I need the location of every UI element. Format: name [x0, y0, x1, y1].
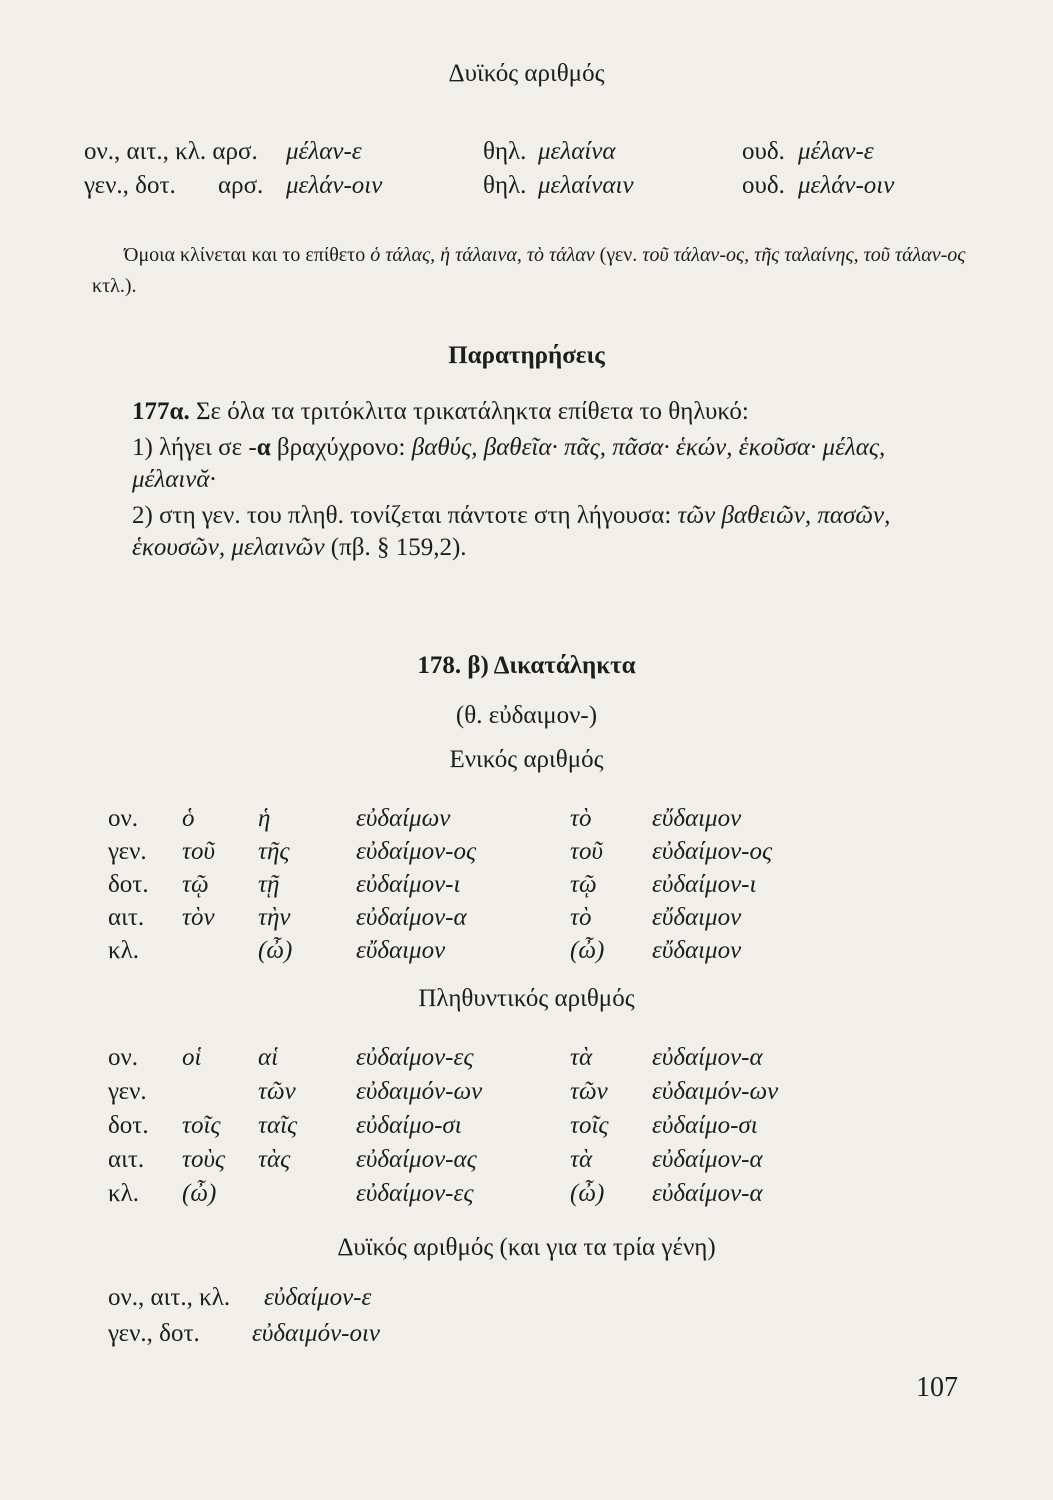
observation-177a: 177α. Σε όλα τα τριτόκλιτα τρικατάληκτα επίθετα το θηλυκό: 1) λήγει σε -α βραχύχρονο: βαθύς, βαθεῖα· πᾶς, πᾶσα· ἑκών, ἑκοῦσα· μέλας, μέλαινᾰ· 2) στη γεν. του πληθ. τονίζεται πάντοτε στη λήγουσα: τῶν βαθειῶν, πασῶν, ἑκουσῶν, μελαινῶν (πβ. § 159,2).: [132, 398, 891, 561]
plural-row: [0, 1078, 1053, 1114]
article-neut: τοῦ: [570, 838, 603, 865]
neut-form: εὐδαίμον-α: [652, 1180, 763, 1207]
masc-fem-form: εὐδαίμον-ος: [356, 838, 477, 865]
masc-fem-form: εὐδαίμον-ες: [356, 1180, 474, 1207]
neut-form: εὐδαίμον-α: [652, 1146, 763, 1173]
case-label: ον.: [108, 805, 139, 832]
observations-heading: Παρατηρήσεις: [448, 342, 605, 369]
plural-row: [0, 1146, 1053, 1182]
masc-form: μέλαν-ε: [286, 138, 362, 165]
case-label: δοτ.: [108, 1112, 149, 1139]
singular-row: [0, 937, 1053, 973]
article-masc: τοῖς: [182, 1112, 221, 1139]
article-masc: τοῦ: [182, 838, 215, 865]
neut-label: ουδ.: [742, 172, 785, 199]
similar-gen-forms: τοῦ τάλαν-ος, τῆς ταλαίνης, τοῦ τάλαν-ος: [642, 244, 966, 266]
article-neut: (ὦ): [570, 1180, 605, 1207]
article-fem: τῆς: [258, 838, 290, 865]
fem-label: θηλ.: [483, 172, 527, 199]
article-neut: τῶν: [570, 1078, 608, 1105]
dual-heading-2: Δυϊκός αριθμός (και για τα τρία γένη): [337, 1234, 716, 1261]
article-fem: τῶν: [258, 1078, 296, 1105]
item1-examples: βαθύς, βαθεῖα· πᾶς, πᾶσα· ἑκών, ἑκοῦσα· μέλας, μέλαινᾰ·: [132, 434, 886, 493]
article-neut: τῷ: [570, 871, 597, 898]
dual-row-gen: [0, 172, 1053, 208]
neut-form: μέλαν-ε: [798, 138, 874, 165]
section-number: 177α.: [132, 398, 190, 425]
neut-form: εὔδαιμον: [652, 904, 742, 931]
case-label: κλ.: [108, 1180, 139, 1207]
article-neut: τὸ: [570, 805, 592, 832]
case-label: ον., αιτ., κλ.: [108, 1284, 231, 1311]
neut-form: εὔδαιμον: [652, 805, 742, 832]
singular-row: [0, 871, 1053, 907]
singular-heading: Ενικός αριθμός: [449, 746, 604, 773]
article-neut: (ὦ): [570, 937, 605, 964]
neut-form: εὔδαιμον: [652, 937, 742, 964]
dual2-row-nom: [0, 1284, 1053, 1320]
case-label: αιτ.: [108, 1146, 145, 1173]
plural-heading: Πληθυντικός αριθμός: [418, 985, 635, 1012]
dual2-row-gen: [0, 1320, 1053, 1356]
article-masc: τὸν: [182, 904, 215, 931]
neut-form: εὐδαίμον-ος: [652, 838, 773, 865]
fem-label: θηλ.: [483, 138, 527, 165]
article-masc: τῷ: [182, 871, 209, 898]
article-neut: τὰ: [570, 1146, 593, 1173]
case-label: δοτ.: [108, 871, 149, 898]
plural-row: [0, 1112, 1053, 1148]
article-masc: τοὺς: [182, 1146, 226, 1173]
article-fem: τὴν: [258, 904, 291, 931]
plural-row: [0, 1044, 1053, 1080]
article-masc: οἱ: [182, 1044, 202, 1071]
neut-form: μελάν-οιν: [798, 172, 895, 199]
case-label: κλ.: [108, 937, 139, 964]
neut-form: εὐδαίμον-α: [652, 1044, 763, 1071]
masc-fem-form: εὐδαίμον-ας: [356, 1146, 477, 1173]
case-label: γεν., δοτ.: [84, 172, 176, 199]
case-label: γεν., δοτ.: [108, 1320, 200, 1347]
article-fem: τῇ: [258, 871, 280, 898]
plural-row: [0, 1180, 1053, 1216]
article-masc: (ὦ): [182, 1180, 217, 1207]
singular-row: [0, 904, 1053, 940]
neut-form: εὐδαιμόν-ων: [652, 1078, 779, 1105]
singular-row: [0, 805, 1053, 841]
article-fem: ταῖς: [258, 1112, 298, 1139]
neut-form: εὐδαίμο-σι: [652, 1112, 758, 1139]
masc-fem-form: εὐδαίμο-σι: [356, 1112, 462, 1139]
similar-forms: ὁ τάλας, ἡ τάλαινα, τὸ τάλαν: [370, 244, 595, 266]
case-label: γεν.: [108, 838, 147, 865]
case-label: ον., αιτ., κλ. αρσ.: [84, 138, 258, 165]
article-fem: ἡ: [258, 805, 271, 832]
stem-label: (θ. εὐδαιμον-): [455, 702, 598, 729]
section-178-heading: 178. β) Δικατάληκτα: [417, 652, 636, 679]
article-fem: αἱ: [258, 1044, 279, 1071]
fem-form: μελαίνα: [538, 138, 616, 165]
masc-label: αρσ.: [218, 172, 264, 199]
dual-form: εὐδαίμον-ε: [264, 1284, 372, 1311]
dual-row-nom: [0, 138, 1053, 174]
masc-fem-form: εὐδαιμόν-ων: [356, 1078, 483, 1105]
masc-form: μελάν-οιν: [286, 172, 383, 199]
article-neut: τὸ: [570, 904, 592, 931]
fem-form: μελαίναιν: [538, 172, 634, 199]
masc-fem-form: εὔδαιμον: [356, 937, 446, 964]
similar-note: Όμοια κλίνεται και το επίθετο ὁ τάλας, ἡ τάλαινα, τὸ τάλαν (γεν. τοῦ τάλαν-ος, τῆς ταλαίνης, τοῦ τάλαν-ος κτλ.).: [92, 244, 966, 297]
item2-examples: τῶν βαθειῶν, πασῶν, ἑκουσῶν, μελαινῶν: [132, 502, 891, 561]
case-label: γεν.: [108, 1078, 147, 1105]
case-label: αιτ.: [108, 904, 145, 931]
page-number: 107: [916, 1372, 958, 1403]
neut-label: ουδ.: [742, 138, 785, 165]
masc-fem-form: εὐδαίμον-α: [356, 904, 467, 931]
article-fem: (ὦ): [258, 937, 293, 964]
masc-fem-form: εὐδαίμων: [356, 805, 451, 832]
dual-heading-1: Δυϊκός αριθμός: [448, 60, 605, 87]
singular-row: [0, 838, 1053, 874]
article-neut: τὰ: [570, 1044, 593, 1071]
masc-fem-form: εὐδαίμον-ι: [356, 871, 461, 898]
dual-form: εὐδαιμόν-οιν: [252, 1320, 381, 1347]
article-masc: ὁ: [182, 805, 195, 832]
neut-form: εὐδαίμον-ι: [652, 871, 757, 898]
masc-fem-form: εὐδαίμον-ες: [356, 1044, 474, 1071]
article-fem: τὰς: [258, 1146, 291, 1173]
article-neut: τοῖς: [570, 1112, 609, 1139]
case-label: ον.: [108, 1044, 139, 1071]
